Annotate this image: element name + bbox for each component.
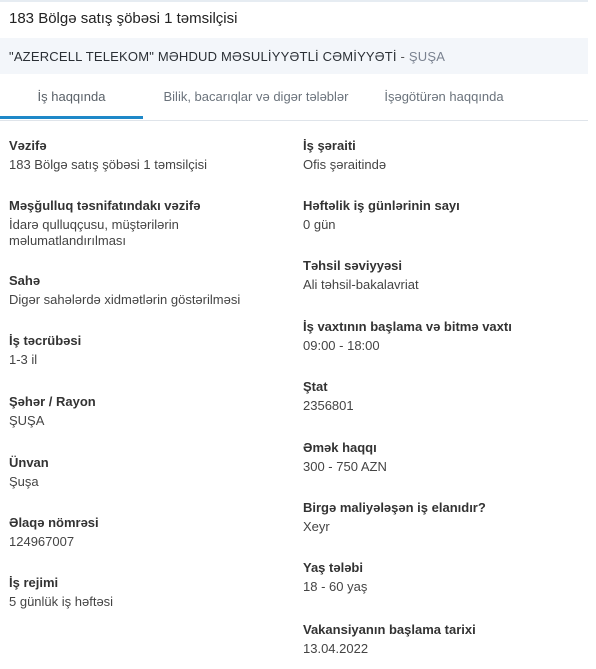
field-contact-number <box>9 515 279 550</box>
field-label: İş təcrübəsi <box>9 333 82 348</box>
field-value: 5 günlük iş həftəsi <box>9 594 114 609</box>
field-label: Əmək haqqı <box>303 440 377 455</box>
field-value: 2356801 <box>303 398 354 413</box>
field-co-financed <box>303 500 583 535</box>
field-working-hours <box>303 319 583 354</box>
field-label: İş vaxtının başlama və bitmə vaxtı <box>303 319 512 334</box>
field-label: Şəhər / Rayon <box>9 394 96 409</box>
field-label: Vəzifə <box>9 138 47 153</box>
company-separator: - <box>396 49 409 64</box>
field-value: ŞUŞA <box>9 413 45 428</box>
field-address <box>9 455 279 490</box>
top-divider <box>0 0 588 2</box>
field-classifier-position <box>9 198 249 249</box>
active-tab-indicator <box>0 116 143 119</box>
field-label: Vakansiyanın başlama tarixi <box>303 622 476 637</box>
tab-skills-requirements[interactable]: Bilik, bacarıqlar və digər tələblər <box>163 89 349 104</box>
field-label: Yaş tələbi <box>303 560 363 575</box>
field-work-mode <box>9 575 279 610</box>
field-value: 183 Bölgə satış şöbəsi 1 təmsilçisi <box>9 157 207 172</box>
field-label: Təhsil səviyyəsi <box>303 258 403 273</box>
field-value: 124967007 <box>9 534 75 549</box>
field-label: Ştat <box>303 379 328 394</box>
field-value: 18 - 60 yaş <box>303 579 368 594</box>
field-label: Həftəlik iş günlərinin sayı <box>303 198 460 213</box>
tab-about-job[interactable]: İş haqqında <box>37 89 106 104</box>
field-label: Birgə maliyələşən iş elanıdır? <box>303 500 486 515</box>
field-value: 1-3 il <box>9 352 38 367</box>
field-work-conditions <box>303 138 583 173</box>
field-salary <box>303 440 583 475</box>
tab-about-employer[interactable]: İşəgötürən haqqında <box>384 89 504 104</box>
field-label: Sahə <box>9 273 41 288</box>
company-name[interactable]: "AZERCELL TELEKOM" MƏHDUD MƏSULİYYƏTLİ CƏMİYYƏTİ <box>9 49 397 64</box>
field-value: Digər sahələrdə xidmətlərin göstərilməsi <box>9 292 241 307</box>
company-bar <box>0 38 588 74</box>
page-title: 183 Bölgə satış şöbəsi 1 təmsilçisi <box>9 10 238 27</box>
field-label: Əlaqə nömrəsi <box>9 515 99 530</box>
field-vacancy-start-date <box>303 622 583 657</box>
field-age-requirement <box>303 560 583 595</box>
tab-bar <box>0 74 588 121</box>
field-city <box>9 394 279 429</box>
field-value: 09:00 - 18:00 <box>303 338 380 353</box>
field-value: 13.04.2022 <box>303 641 369 656</box>
field-value: Ofis şəraitində <box>303 157 387 172</box>
field-sector <box>9 273 279 308</box>
field-label: Məşğulluq təsnifatındakı vəzifə <box>9 198 201 213</box>
company-city: ŞUŞA <box>408 49 446 64</box>
field-staff-code <box>303 379 583 414</box>
field-label: Ünvan <box>9 455 49 470</box>
field-value: Xeyr <box>303 519 330 534</box>
field-experience <box>9 333 279 368</box>
field-education-level <box>303 258 583 293</box>
field-label: İş şəraiti <box>303 138 356 153</box>
company-line <box>9 49 445 64</box>
field-weekly-workdays <box>303 198 583 233</box>
field-value: Şuşa <box>9 474 39 489</box>
field-value: İdarə qulluqçusu, müştərilərin məlumatlandırılması <box>9 217 179 248</box>
field-label: İş rejimi <box>9 575 59 590</box>
field-position <box>9 138 279 173</box>
field-value: Ali təhsil-bakalavriat <box>303 277 419 292</box>
field-value: 0 gün <box>303 217 336 232</box>
field-value: 300 - 750 AZN <box>303 459 387 474</box>
